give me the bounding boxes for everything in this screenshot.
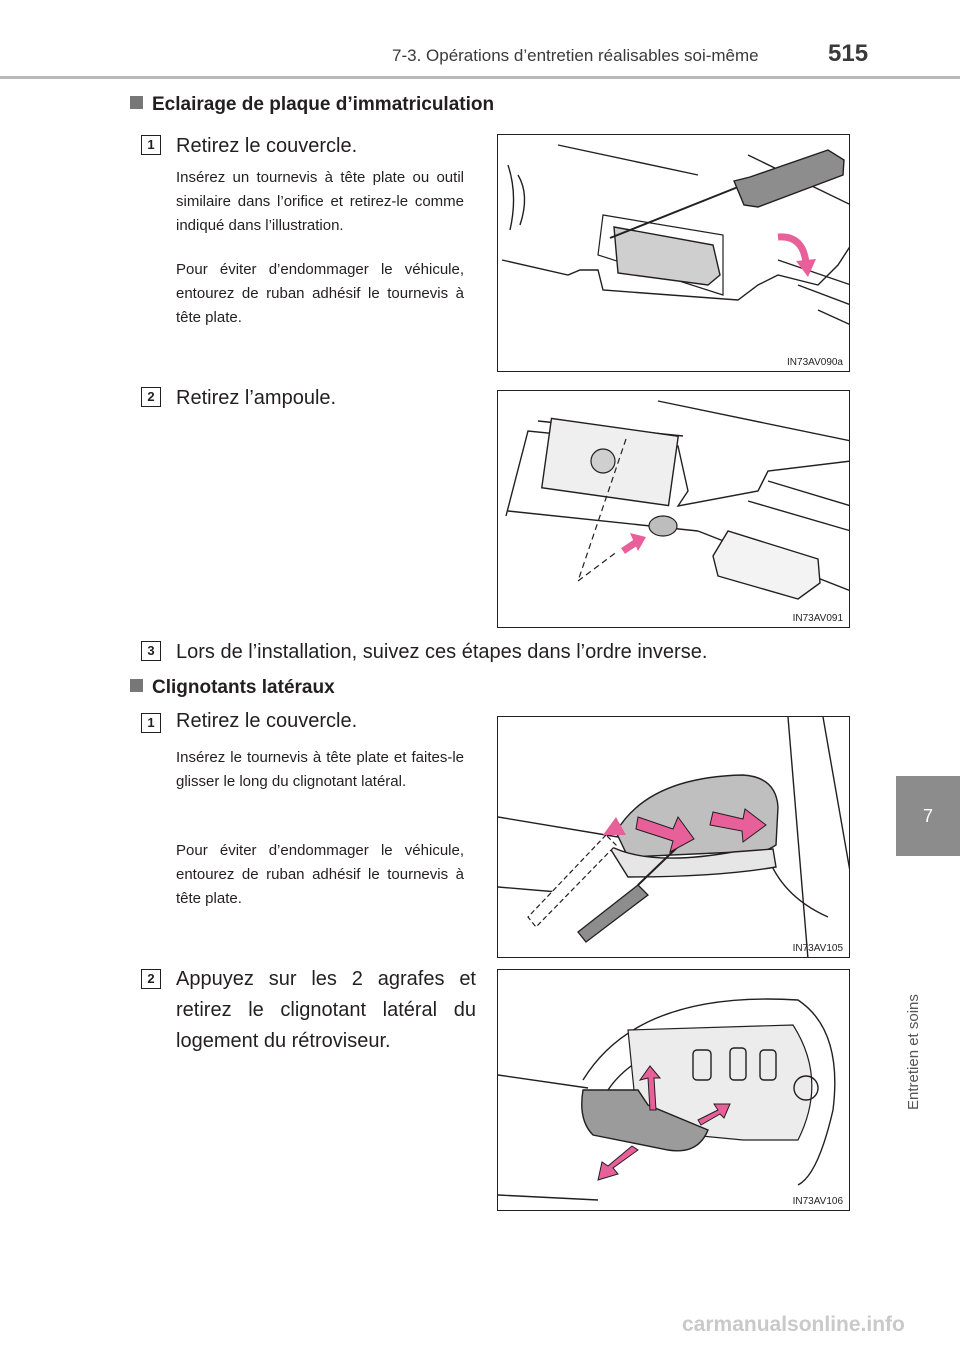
section-title-license-light: Eclairage de plaque d’immatriculation [130,94,494,116]
illustration-mirror-cover [497,716,850,958]
chapter-label: Entretien et soins [905,994,922,1110]
step-title: Retirez l’ampoule. [176,387,337,409]
step-title: Lors de l’installation, suivez ces étapes dans l’ordre inverse. [176,641,708,663]
square-bullet-icon [130,679,143,692]
screwdriver-handle [734,150,844,207]
arrow-icon [778,237,806,263]
watermark: carmanualsonline.info [682,1313,905,1336]
removed-cover [713,531,820,599]
illustration-license-cover [497,134,850,372]
step-body: Insérez le tournevis à tête plate et faites-le glisser le long du clignotant latéral. [176,749,464,790]
running-header: 7-3. Opérations d’entretien réalisables soi-même [392,46,759,65]
figure-code: IN73AV105 [792,943,843,954]
figure-code: IN73AV106 [792,1196,843,1207]
turn-signal-drawing [498,970,850,1211]
chapter-tab: 7 [896,776,960,856]
illustration-turn-signal-removal [497,969,850,1211]
mirror-screwdriver-drawing [498,717,850,958]
step-title: Appuyez sur les 2 agrafes et retirez le clignotant latéral du logement du rétroviseur. [176,968,476,1052]
screwdriver-cover-drawing [498,135,850,372]
step-title: Retirez le couvercle. [176,135,358,157]
page-number: 515 [828,40,869,67]
figure-code: IN73AV090a [787,357,843,368]
bulb-shape [649,516,677,536]
figure-code: IN73AV091 [792,613,843,624]
step-number: 1 [141,135,161,155]
arrow-icon [598,1146,638,1180]
step-number: 1 [141,713,161,733]
step-title: Retirez le couvercle. [176,710,358,732]
cover-shape [614,227,720,285]
illustration-bulb [497,390,850,628]
bulb-removal-drawing [498,391,850,628]
step-number: 2 [141,969,161,989]
step-body: Pour éviter d’endommager le véhicule, entourez de ruban adhésif le tournevis à tête plate. [176,261,464,326]
step-body: Insérez un tournevis à tête plate ou outil similaire dans l’orifice et retirez-le comme indiqué dans l’illustration. [176,169,464,234]
header-rule [0,76,960,79]
step-number: 3 [141,641,161,661]
step-number: 2 [141,387,161,407]
square-bullet-icon [130,96,143,109]
section-title-side-turn-signals: Clignotants latéraux [130,677,335,699]
screwdriver-handle [578,885,648,942]
step-body: Pour éviter d’endommager le véhicule, entourez de ruban adhésif le tournevis à tête plate. [176,842,464,907]
